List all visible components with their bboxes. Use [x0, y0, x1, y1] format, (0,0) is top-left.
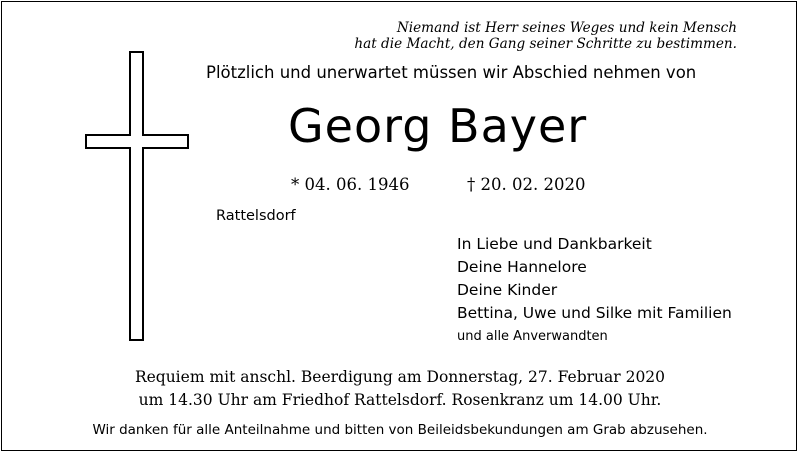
mourners-line-4: Bettina, Uwe und Silke mit Familien	[457, 304, 732, 322]
mourners-line-3: Deine Kinder	[457, 281, 558, 299]
mourners-line-1: In Liebe und Dankbarkeit	[457, 235, 652, 253]
place-name: Rattelsdorf	[216, 208, 296, 224]
cross-outline	[86, 52, 188, 340]
birth-date: * 04. 06. 1946	[291, 175, 410, 194]
mourners-line-5: und alle Anverwandten	[457, 329, 608, 344]
motto-line-2: hat die Macht, den Gang seiner Schritte zu bestimmen.	[354, 36, 737, 52]
latin-cross-icon	[84, 50, 190, 342]
thanks-note: Wir danken für alle Anteilnahme und bitten von Beileidsbekundungen am Grab abzusehen.	[92, 422, 708, 438]
motto-line-1: Niemand ist Herr seines Weges und kein Mensch	[396, 20, 737, 36]
death-date: † 20. 02. 2020	[467, 175, 586, 194]
intro-text: Plötzlich und unerwartet müssen wir Abschied nehmen von	[206, 63, 697, 82]
service-line-1: Requiem mit anschl. Beerdigung am Donnerstag, 27. Februar 2020	[134, 368, 666, 386]
mourners-line-2: Deine Hannelore	[457, 258, 587, 276]
deceased-name: Georg Bayer	[288, 99, 588, 153]
service-line-2: um 14.30 Uhr am Friedhof Rattelsdorf. Rosenkranz um 14.00 Uhr.	[138, 391, 662, 409]
